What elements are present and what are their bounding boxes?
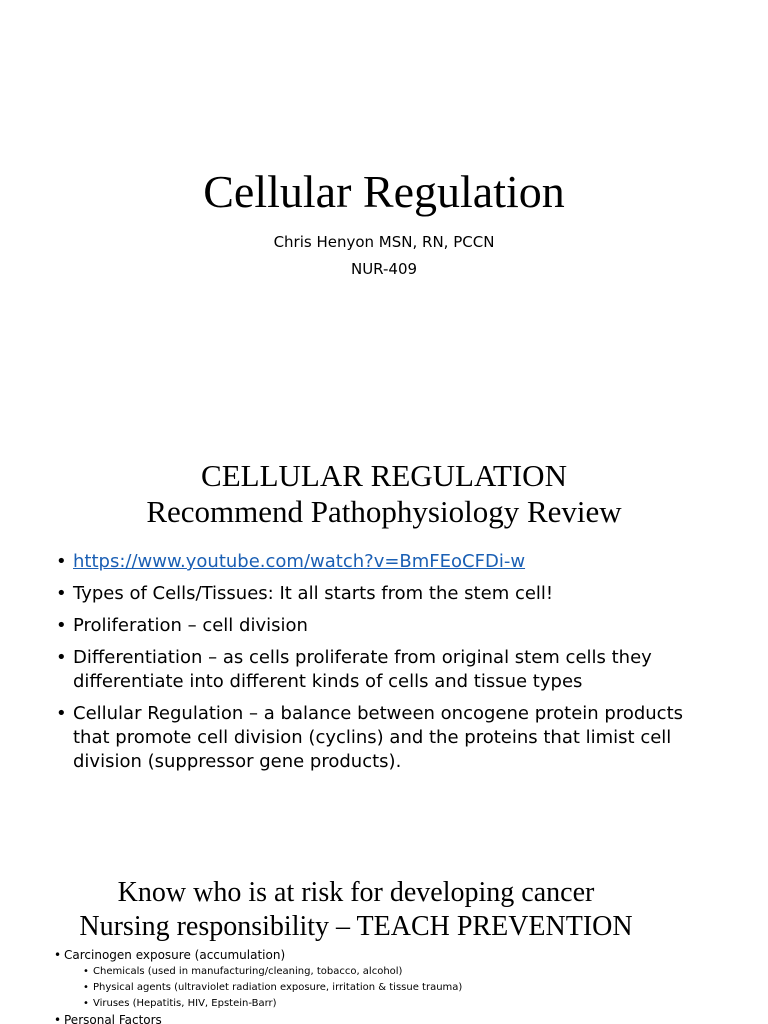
bullet-icon: • [83,998,89,1009]
slide3-title-line2: Nursing responsibility – TEACH PREVENTION [79,911,633,942]
sub-list-item-text: Viruses (Hepatitis, HIV, Epstein-Barr) [93,998,277,1009]
slide3-title-line1: Know who is at risk for developing cancer [117,877,595,908]
sub-list-item [83,996,734,1012]
list-item-text: Types of Cells/Tissues: It all starts from the stem cell! [73,583,554,604]
slide-title [0,0,768,432]
slide-cellular-regulation [0,432,768,832]
sub-list-item [83,964,734,980]
bullet-icon: • [56,551,67,572]
sub-bullet-list [64,964,734,1012]
list-item [56,702,716,774]
bullet-icon: • [83,982,89,993]
sub-list-item-text: Chemicals (used in manufacturing/cleaning, tobacco, alcohol) [93,966,403,977]
youtube-link[interactable]: https://www.youtube.com/watch?v=BmFEoCFDi-w [73,551,526,572]
slide-title-heading: Cellular Regulation [203,166,565,217]
bullet-icon: • [56,615,67,636]
slide2-title-line2: Recommend Pathophysiology Review [146,494,622,529]
list-item-link [56,550,716,574]
sub-list-item-text: Physical agents (ultraviolet radiation exposure, irritation & tissue trauma) [93,982,463,993]
slide2-bullet-list [56,550,716,782]
slide3-title [0,876,712,944]
slide3-bullet-list [54,947,734,1024]
list-item-text: Carcinogen exposure (accumulation) [64,948,286,962]
list-item [54,947,734,1012]
course-code: NUR-409 [350,260,418,278]
author-line: Chris Henyon MSN, RN, PCCN [273,233,495,251]
list-item [54,1012,734,1024]
slide2-title-line1: CELLULAR REGULATION [201,458,567,493]
bullet-icon: • [54,948,62,962]
sub-list-item [83,980,734,996]
list-item-text: Differentiation – as cells proliferate from original stem cells they differentiate into different kinds of cells and tissue types [73,647,652,692]
list-item [56,614,716,638]
bullet-icon: • [54,1013,62,1024]
slide2-title [0,458,768,530]
bullet-icon: • [56,703,67,724]
list-item-text: Personal Factors [64,1013,162,1024]
slide-cancer-risk [0,838,768,1024]
bullet-icon: • [56,647,67,668]
list-item [56,582,716,606]
list-item-text: Cellular Regulation – a balance between oncogene protein products that promote cell division (cyclins) and the proteins that limist cell division (suppressor gene products). [73,703,684,772]
list-item-text: Proliferation – cell division [73,615,308,636]
bullet-icon: • [56,583,67,604]
bullet-icon: • [83,966,89,977]
list-item [56,646,716,694]
